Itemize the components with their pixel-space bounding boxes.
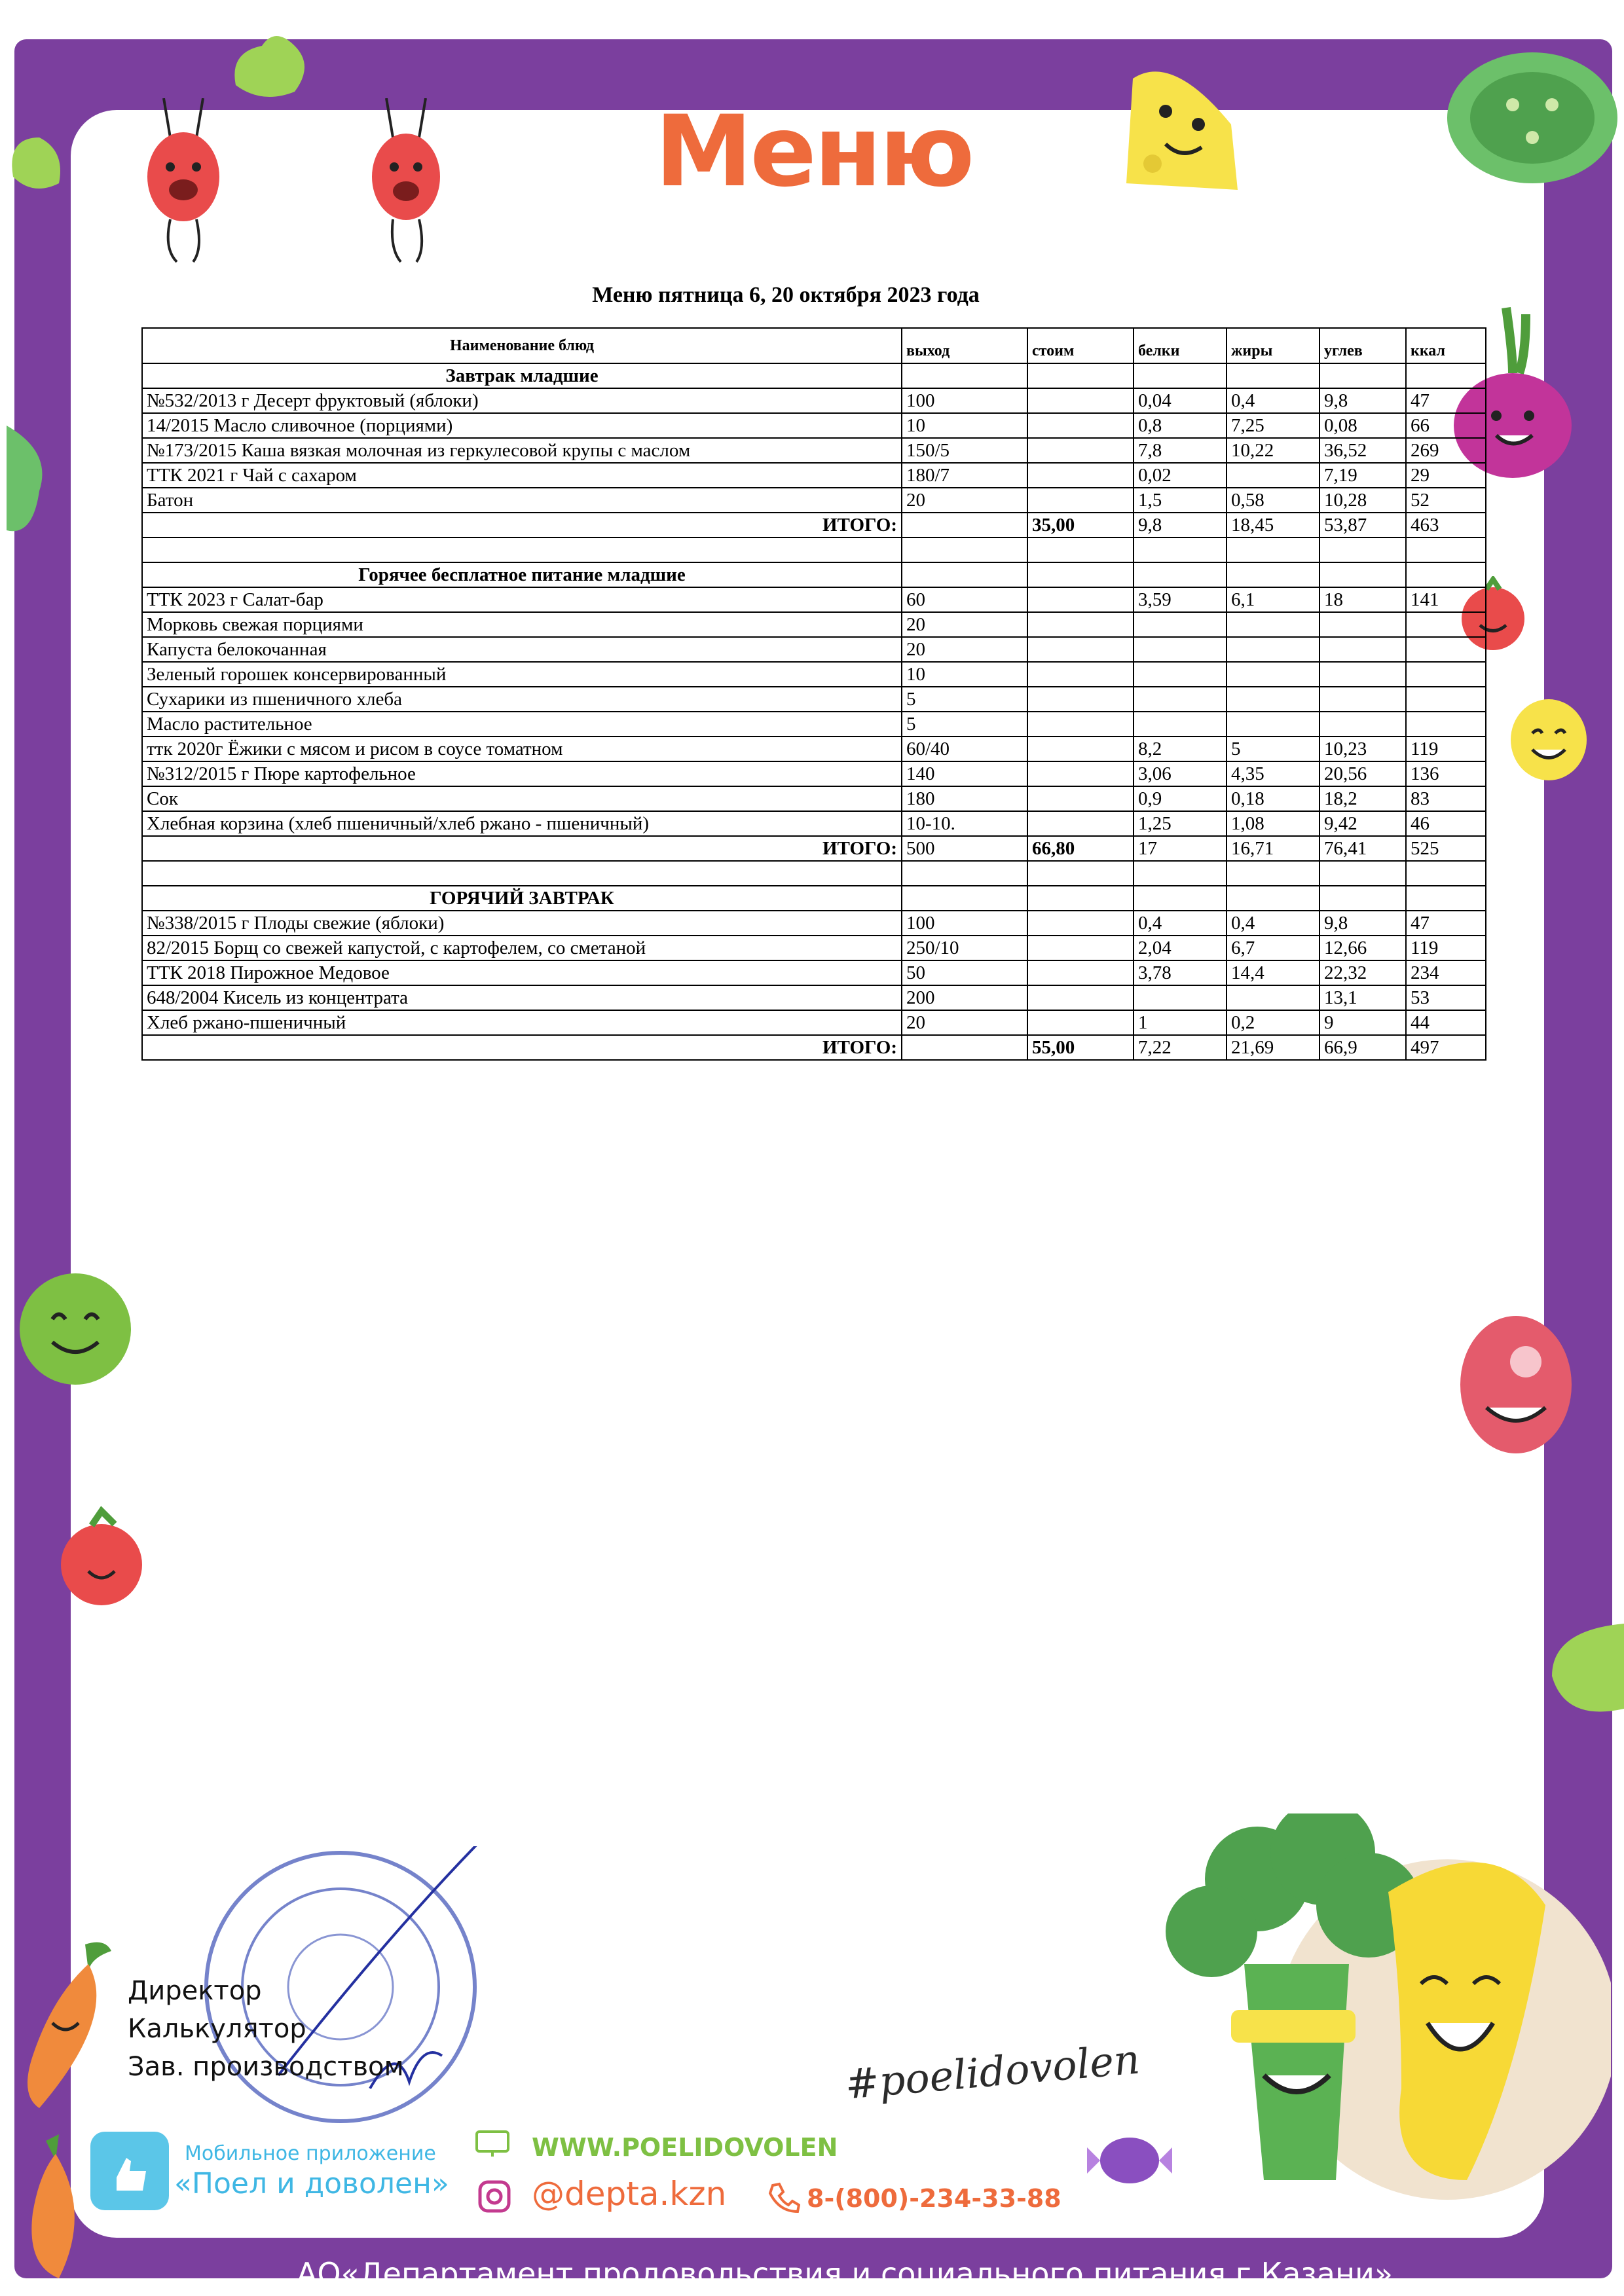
spacer-row	[142, 538, 1486, 562]
table-cell	[1134, 886, 1227, 911]
monitor-icon	[475, 2130, 509, 2157]
table-cell: 1,5	[1134, 488, 1227, 513]
table-cell: 18	[1320, 587, 1406, 612]
table-cell	[1227, 612, 1320, 637]
table-cell	[1320, 886, 1406, 911]
table-cell: 250/10	[902, 936, 1027, 960]
table-cell	[1027, 911, 1134, 936]
signature-line-production-head: Зав. производством	[128, 2052, 404, 2082]
table-cell: 234	[1406, 960, 1486, 985]
section-title: Горячее бесплатное питание младшие	[142, 562, 902, 587]
total-row	[142, 513, 1486, 538]
table-cell	[1027, 538, 1134, 562]
cucumber-slice-icon	[1441, 33, 1624, 203]
table-cell	[1320, 861, 1406, 886]
table-cell	[1406, 712, 1486, 737]
table-cell: №173/2015 Каша вязкая молочная из геркулесовой крупы с маслом	[142, 438, 902, 463]
table-cell: 0,8	[1134, 413, 1227, 438]
table-cell	[1027, 438, 1134, 463]
table-cell: ТТК 2023 г Салат-бар	[142, 587, 902, 612]
table-row	[142, 662, 1486, 687]
table-cell	[1027, 886, 1134, 911]
table-cell: №312/2015 г Пюре картофельное	[142, 761, 902, 786]
table-cell	[1320, 687, 1406, 712]
table-cell	[1406, 662, 1486, 687]
table-cell: Капуста белокочанная	[142, 637, 902, 662]
table-cell: 269	[1406, 438, 1486, 463]
table-row	[142, 712, 1486, 737]
strawberry-swing-icon	[131, 98, 236, 268]
lemon-icon	[1506, 694, 1591, 786]
table-cell: 53,87	[1320, 513, 1406, 538]
table-row	[142, 687, 1486, 712]
table-cell: 16,71	[1227, 836, 1320, 861]
table-cell: 140	[902, 761, 1027, 786]
table-cell: 3,78	[1134, 960, 1227, 985]
table-cell: 8,2	[1134, 737, 1227, 761]
table-cell	[1027, 637, 1134, 662]
table-cell: 141	[1406, 587, 1486, 612]
carrot-icon	[13, 1938, 118, 2115]
table-cell	[1027, 687, 1134, 712]
signature-line-calculator: Калькулятор	[128, 2014, 306, 2044]
table-cell	[1027, 363, 1134, 388]
table-cell: 10,22	[1227, 438, 1320, 463]
table-row	[142, 936, 1486, 960]
table-cell: 1	[1134, 1010, 1227, 1035]
table-cell: 46	[1406, 811, 1486, 836]
table-row	[142, 488, 1486, 513]
phone-number[interactable]: 8-(800)-234-33-88	[807, 2184, 1061, 2213]
table-cell	[1134, 861, 1227, 886]
table-cell: 9	[1320, 1010, 1406, 1035]
table-cell: 2,04	[1134, 936, 1227, 960]
table-cell	[1227, 538, 1320, 562]
table-cell: ТТК 2021 г Чай с сахаром	[142, 463, 902, 488]
mobile-app-icon[interactable]	[90, 2132, 169, 2210]
table-cell: Зеленый горошек консервированный	[142, 662, 902, 687]
table-cell: 21,69	[1227, 1035, 1320, 1060]
table-cell	[1320, 562, 1406, 587]
table-cell: 6,7	[1227, 936, 1320, 960]
table-cell: 13,1	[1320, 985, 1406, 1010]
table-cell: 20	[902, 612, 1027, 637]
table-cell	[1406, 363, 1486, 388]
table-cell: 0,58	[1227, 488, 1320, 513]
table-cell: 50	[902, 960, 1027, 985]
table-cell: Сухарики из пшеничного хлеба	[142, 687, 902, 712]
apple-icon	[13, 1257, 138, 1388]
table-cell: 10	[902, 413, 1027, 438]
section-title: Завтрак младшие	[142, 363, 902, 388]
column-header: стоим	[1027, 328, 1134, 363]
footer-organization: АО«Департамент продовольствия и социального питания г.Казани»	[296, 2256, 1393, 2291]
table-cell: 0,08	[1320, 413, 1406, 438]
table-cell: 180/7	[902, 463, 1027, 488]
table-cell	[1406, 637, 1486, 662]
lettuce-leaf-icon	[7, 412, 52, 543]
hashtag: #poelidovolen	[843, 2035, 1142, 2109]
table-cell	[902, 886, 1027, 911]
lettuce-leaf-icon	[1539, 1611, 1624, 1722]
table-cell: 4,35	[1227, 761, 1320, 786]
table-cell: 14/2015 Масло сливочное (порциями)	[142, 413, 902, 438]
section-header-row	[142, 363, 1486, 388]
table-cell: 0,4	[1134, 911, 1227, 936]
table-cell: 3,06	[1134, 761, 1227, 786]
mobile-app-name[interactable]: «Поел и доволен»	[174, 2167, 449, 2200]
strawberry-swing-icon	[354, 98, 458, 268]
table-cell: 5	[902, 712, 1027, 737]
table-row	[142, 587, 1486, 612]
table-cell	[1027, 413, 1134, 438]
table-cell	[1027, 1010, 1134, 1035]
table-cell: 22,32	[1320, 960, 1406, 985]
table-cell: 200	[902, 985, 1027, 1010]
table-cell	[1320, 712, 1406, 737]
table-header-row	[142, 328, 1486, 363]
table-cell: 5	[902, 687, 1027, 712]
table-cell: 3,59	[1134, 587, 1227, 612]
table-cell: 0,02	[1134, 463, 1227, 488]
table-cell	[1406, 562, 1486, 587]
table-cell	[902, 1035, 1027, 1060]
table-cell: 525	[1406, 836, 1486, 861]
table-cell: 47	[1406, 911, 1486, 936]
document-title: Меню пятница 6, 20 октября 2023 года	[592, 283, 980, 307]
table-cell	[1134, 712, 1227, 737]
table-cell	[1027, 712, 1134, 737]
table-row	[142, 438, 1486, 463]
table-cell: 14,4	[1227, 960, 1320, 985]
table-cell: 100	[902, 388, 1027, 413]
menu-table	[141, 327, 1486, 1061]
section-title: ГОРЯЧИЙ ЗАВТРАК	[142, 886, 902, 911]
table-row	[142, 463, 1486, 488]
spacer-row	[142, 861, 1486, 886]
table-cell	[1227, 363, 1320, 388]
section-header-row	[142, 886, 1486, 911]
table-cell	[1134, 985, 1227, 1010]
table-cell: 500	[902, 836, 1027, 861]
table-cell	[1227, 712, 1320, 737]
table-cell: №338/2015 г Плоды свежие (яблоки)	[142, 911, 902, 936]
table-cell: 66,80	[1027, 836, 1134, 861]
column-header: жиры	[1227, 328, 1320, 363]
signature-line-director: Директор	[128, 1976, 262, 2006]
menu-table-body	[142, 363, 1486, 1060]
table-cell: 10,23	[1320, 737, 1406, 761]
website-link[interactable]: WWW.POELIDOVOLEN	[532, 2133, 838, 2162]
table-row	[142, 612, 1486, 637]
table-cell: 7,8	[1134, 438, 1227, 463]
table-cell	[1027, 388, 1134, 413]
table-cell	[1227, 861, 1320, 886]
table-cell	[902, 562, 1027, 587]
table-cell: 7,22	[1134, 1035, 1227, 1060]
table-cell	[1027, 463, 1134, 488]
table-cell: ТТК 2018 Пирожное Медовое	[142, 960, 902, 985]
candy-icon	[1087, 2121, 1172, 2200]
phone-icon	[766, 2180, 800, 2214]
column-header: Наименование блюд	[142, 328, 902, 363]
table-cell: 47	[1406, 388, 1486, 413]
table-cell	[1227, 985, 1320, 1010]
table-cell: 119	[1406, 936, 1486, 960]
total-row	[142, 1035, 1486, 1060]
table-cell: 5	[1227, 737, 1320, 761]
table-cell: 150/5	[902, 438, 1027, 463]
table-cell	[142, 861, 902, 886]
table-cell: 60	[902, 587, 1027, 612]
table-cell	[1320, 662, 1406, 687]
table-cell: 18,2	[1320, 786, 1406, 811]
table-cell	[1027, 960, 1134, 985]
table-cell: 1,25	[1134, 811, 1227, 836]
table-cell: 66	[1406, 413, 1486, 438]
menu-heading: Меню	[655, 95, 972, 209]
table-cell	[1134, 612, 1227, 637]
table-cell	[1406, 886, 1486, 911]
table-row	[142, 413, 1486, 438]
table-cell	[1406, 612, 1486, 637]
table-cell: 463	[1406, 513, 1486, 538]
table-cell: Хлеб ржано-пшеничный	[142, 1010, 902, 1035]
table-cell	[1027, 936, 1134, 960]
table-cell	[1406, 538, 1486, 562]
table-row	[142, 811, 1486, 836]
table-cell	[1320, 538, 1406, 562]
table-cell: 0,4	[1227, 911, 1320, 936]
table-cell	[1227, 562, 1320, 587]
table-cell	[1227, 637, 1320, 662]
total-label: ИТОГО:	[142, 836, 902, 861]
table-cell: 0,04	[1134, 388, 1227, 413]
table-cell	[1134, 562, 1227, 587]
table-cell	[1134, 363, 1227, 388]
column-header: белки	[1134, 328, 1227, 363]
table-cell	[1320, 637, 1406, 662]
table-cell: 36,52	[1320, 438, 1406, 463]
table-cell	[1027, 612, 1134, 637]
table-cell: 60/40	[902, 737, 1027, 761]
table-cell: 0,18	[1227, 786, 1320, 811]
carrot-icon	[20, 2134, 92, 2278]
table-cell	[1027, 737, 1134, 761]
table-cell: 10,28	[1320, 488, 1406, 513]
table-cell	[1406, 861, 1486, 886]
table-cell	[1027, 786, 1134, 811]
table-cell	[1027, 761, 1134, 786]
table-cell	[1134, 662, 1227, 687]
table-cell: 10	[902, 662, 1027, 687]
table-cell	[902, 861, 1027, 886]
table-row	[142, 786, 1486, 811]
section-header-row	[142, 562, 1486, 587]
signature-block	[128, 1972, 404, 2086]
table-cell: 17	[1134, 836, 1227, 861]
cheese-icon	[1107, 52, 1251, 203]
steak-icon	[1454, 1309, 1578, 1460]
table-cell: 7,25	[1227, 413, 1320, 438]
table-cell: Масло растительное	[142, 712, 902, 737]
table-row	[142, 737, 1486, 761]
table-cell	[1320, 612, 1406, 637]
table-cell: 52	[1406, 488, 1486, 513]
table-cell	[1027, 488, 1134, 513]
table-cell	[1027, 861, 1134, 886]
total-label: ИТОГО:	[142, 513, 902, 538]
table-cell: 76,41	[1320, 836, 1406, 861]
table-cell: 53	[1406, 985, 1486, 1010]
table-cell: 9,8	[1320, 911, 1406, 936]
table-row	[142, 637, 1486, 662]
table-cell: Хлебная корзина (хлеб пшеничный/хлеб ржано - пшеничный)	[142, 811, 902, 836]
instagram-icon	[478, 2180, 511, 2213]
table-cell	[1027, 811, 1134, 836]
table-cell: Морковь свежая порциями	[142, 612, 902, 637]
table-cell: 0,2	[1227, 1010, 1320, 1035]
lettuce-leaf-icon	[7, 124, 65, 196]
table-cell	[1027, 985, 1134, 1010]
table-cell	[1027, 662, 1134, 687]
table-cell	[1320, 363, 1406, 388]
total-row	[142, 836, 1486, 861]
table-cell: 7,19	[1320, 463, 1406, 488]
table-cell: 9,42	[1320, 811, 1406, 836]
table-cell: 82/2015 Борщ со свежей капустой, с картофелем, со сметаной	[142, 936, 902, 960]
table-cell: 9,8	[1134, 513, 1227, 538]
table-cell: 20	[902, 637, 1027, 662]
table-cell: 29	[1406, 463, 1486, 488]
table-cell: 10-10.	[902, 811, 1027, 836]
broccoli-banana-icon	[1153, 1813, 1611, 2272]
table-cell	[1227, 662, 1320, 687]
table-cell: 12,66	[1320, 936, 1406, 960]
column-header: выход	[902, 328, 1027, 363]
mobile-app-label: Мобильное приложение	[185, 2142, 436, 2165]
table-cell: 119	[1406, 737, 1486, 761]
table-cell	[1027, 587, 1134, 612]
table-row	[142, 761, 1486, 786]
table-cell: 20	[902, 488, 1027, 513]
table-cell: 83	[1406, 786, 1486, 811]
column-header: углев	[1320, 328, 1406, 363]
table-cell: 35,00	[1027, 513, 1134, 538]
lettuce-leaf-icon	[223, 26, 314, 105]
table-cell: 1,08	[1227, 811, 1320, 836]
table-cell	[1227, 886, 1320, 911]
table-cell: 66,9	[1320, 1035, 1406, 1060]
table-cell: 180	[902, 786, 1027, 811]
column-header: ккал	[1406, 328, 1486, 363]
instagram-handle[interactable]: @depta.kzn	[532, 2175, 727, 2213]
table-cell: 9,8	[1320, 388, 1406, 413]
table-cell	[142, 538, 902, 562]
table-cell: №532/2013 г Десерт фруктовый (яблоки)	[142, 388, 902, 413]
table-cell: 0,9	[1134, 786, 1227, 811]
table-cell	[902, 513, 1027, 538]
table-row	[142, 1010, 1486, 1035]
table-cell: ттк 2020г Ёжики с мясом и рисом в соусе томатном	[142, 737, 902, 761]
total-label: ИТОГО:	[142, 1035, 902, 1060]
table-cell	[1134, 637, 1227, 662]
table-cell	[1134, 538, 1227, 562]
table-cell	[1027, 562, 1134, 587]
table-cell: 20	[902, 1010, 1027, 1035]
table-row	[142, 388, 1486, 413]
table-cell: 100	[902, 911, 1027, 936]
table-cell	[1406, 687, 1486, 712]
table-row	[142, 985, 1486, 1010]
table-cell: Батон	[142, 488, 902, 513]
table-cell	[1134, 687, 1227, 712]
table-row	[142, 960, 1486, 985]
table-cell: 497	[1406, 1035, 1486, 1060]
table-cell: 18,45	[1227, 513, 1320, 538]
table-cell	[1227, 463, 1320, 488]
table-cell	[1227, 687, 1320, 712]
table-cell: 6,1	[1227, 587, 1320, 612]
tomato-icon	[52, 1506, 151, 1611]
table-cell: 0,4	[1227, 388, 1320, 413]
table-cell: Сок	[142, 786, 902, 811]
table-cell: 648/2004 Кисель из концентрата	[142, 985, 902, 1010]
table-cell: 136	[1406, 761, 1486, 786]
table-row	[142, 911, 1486, 936]
table-cell: 44	[1406, 1010, 1486, 1035]
table-cell	[902, 363, 1027, 388]
table-cell: 20,56	[1320, 761, 1406, 786]
table-cell: 55,00	[1027, 1035, 1134, 1060]
table-cell	[902, 538, 1027, 562]
